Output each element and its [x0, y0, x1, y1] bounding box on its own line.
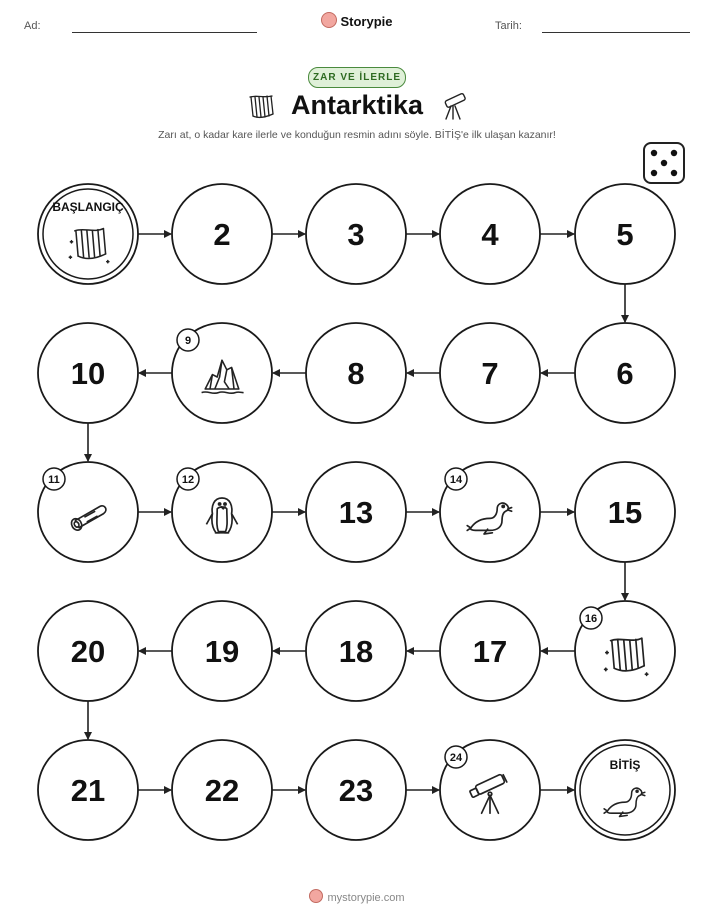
square-number: 20	[70, 634, 106, 669]
page-title: Antarktika	[290, 90, 424, 120]
instructions: Zarı at, o kadar kare ilerle ve konduğun resmin adını söyle. BİTİŞ'e ilk ulaşan kazanır!	[158, 129, 556, 141]
square-number: 13	[338, 495, 374, 530]
svg-text:9: 9	[184, 335, 192, 347]
square-number-badge	[445, 746, 467, 768]
board-square-3	[306, 184, 406, 284]
date-label: Tarih:	[495, 20, 522, 32]
square-number-badge	[43, 468, 65, 490]
finish-square	[575, 740, 675, 840]
board-square-4	[440, 184, 540, 284]
board-square-2	[172, 184, 272, 284]
square-number: 5	[616, 217, 634, 252]
board-square-18	[306, 601, 406, 701]
square-number: 17	[472, 634, 508, 669]
board-square-19	[172, 601, 272, 701]
dice-icon	[644, 143, 684, 183]
svg-text:14: 14	[449, 474, 463, 486]
brand-name: Storypie	[340, 14, 393, 29]
footer-url: mystorypie.com	[327, 892, 405, 904]
game-type-badge: ZAR VE İLERLE	[308, 67, 406, 88]
board-square-15	[575, 462, 675, 562]
board-square-21	[38, 740, 138, 840]
board-square-9	[172, 323, 272, 423]
finish-label: BİTİŞ	[609, 758, 641, 772]
square-number: 18	[338, 634, 374, 669]
start-label: BAŞLANGIÇ	[52, 200, 124, 214]
svg-text:24: 24	[449, 752, 463, 764]
board-square-12	[172, 462, 272, 562]
board-square-7	[440, 323, 540, 423]
board-square-6	[575, 323, 675, 423]
square-number: 15	[607, 495, 643, 530]
board-square-20	[38, 601, 138, 701]
name-label: Ad:	[24, 20, 41, 32]
square-number-badge	[445, 468, 467, 490]
square-number-badge	[580, 607, 602, 629]
footer	[0, 889, 714, 904]
board-squares	[38, 184, 675, 840]
board-square-10	[38, 323, 138, 423]
square-number: 19	[204, 634, 240, 669]
board-square-14	[440, 462, 540, 562]
square-number: 6	[616, 356, 634, 391]
board-square-22	[172, 740, 272, 840]
square-number-badge	[177, 468, 199, 490]
square-number-badge	[177, 329, 199, 351]
board-square-11	[38, 462, 138, 562]
board-square-13	[306, 462, 406, 562]
storypie-logo-icon	[309, 889, 323, 903]
board-square-16	[575, 601, 675, 701]
square-number: 10	[70, 356, 106, 391]
square-number: 7	[481, 356, 499, 391]
square-number: 23	[338, 773, 374, 808]
start-square	[38, 184, 138, 284]
board-square-23	[306, 740, 406, 840]
square-number: 8	[347, 356, 365, 391]
square-number: 21	[70, 773, 106, 808]
svg-text:16: 16	[584, 613, 598, 625]
board-square-17	[440, 601, 540, 701]
square-number: 2	[213, 217, 231, 252]
board-square-5	[575, 184, 675, 284]
board-square-24	[440, 740, 540, 840]
svg-text:12: 12	[181, 474, 195, 486]
square-number: 22	[204, 773, 240, 808]
board-square-8	[306, 323, 406, 423]
square-number: 4	[481, 217, 499, 252]
square-number: 3	[347, 217, 365, 252]
svg-text:11: 11	[48, 474, 60, 486]
